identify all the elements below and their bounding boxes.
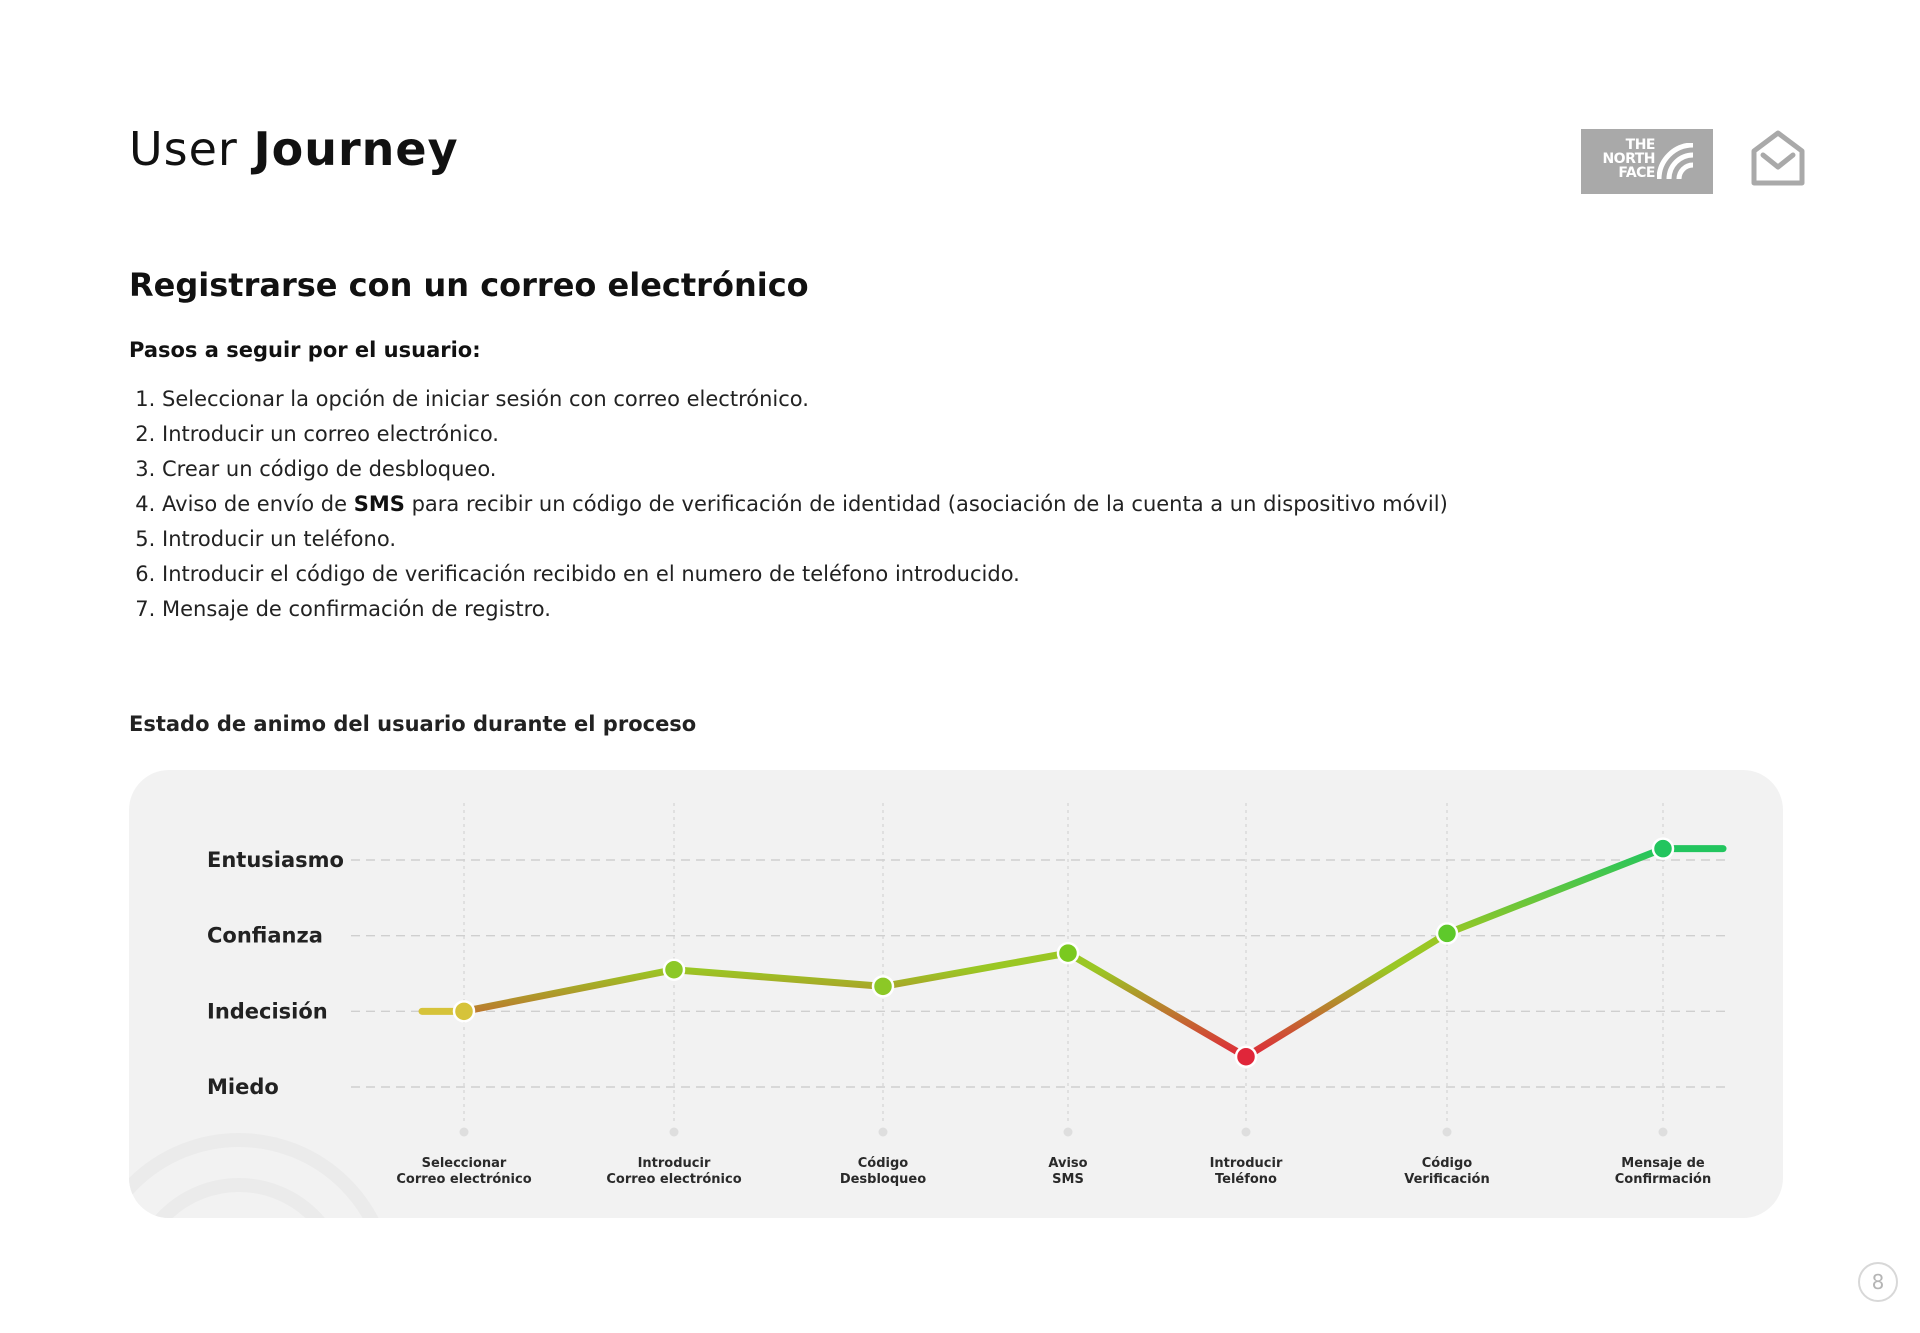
x-tick-dot bbox=[1242, 1128, 1251, 1137]
page-title bbox=[129, 122, 459, 176]
x-tick-label: Código Verificación bbox=[1404, 1156, 1490, 1187]
sms-emphasis: SMS bbox=[353, 492, 405, 516]
y-level-label: Confianza bbox=[207, 923, 323, 948]
envelope-logo bbox=[1750, 129, 1806, 187]
x-tick-label: Introducir Teléfono bbox=[1209, 1156, 1283, 1187]
x-tick-label: Aviso SMS bbox=[1048, 1156, 1088, 1187]
series-segment bbox=[883, 953, 1068, 986]
x-tick-dot bbox=[670, 1128, 679, 1137]
step-item: 2. Introducir un correo electrónico. bbox=[162, 417, 1448, 452]
series-segment bbox=[464, 970, 674, 1012]
section-title: Registrarse con un correo electrónico bbox=[129, 266, 809, 304]
decor-ring bbox=[134, 1185, 344, 1218]
step-item: 6. Introducir el código de verificación recibido en el numero de teléfono introducido. bbox=[162, 557, 1448, 592]
data-point bbox=[454, 1001, 474, 1021]
data-point bbox=[873, 976, 893, 996]
data-point bbox=[1437, 923, 1457, 943]
y-level-label: Indecisión bbox=[207, 999, 328, 1024]
chart-title: Estado de animo del usuario durante el proceso bbox=[129, 712, 697, 736]
y-level-label: Entusiasmo bbox=[207, 848, 344, 872]
x-tick-label: Introducir Correo electrónico bbox=[606, 1156, 742, 1187]
series-segment bbox=[674, 970, 883, 987]
page-title-regular: User bbox=[129, 122, 254, 176]
mood-line-chart bbox=[129, 770, 1783, 1218]
y-level-label: Miedo bbox=[207, 1075, 279, 1099]
the-north-face-logo-text: THE NORTH FACE bbox=[1602, 137, 1655, 181]
steps-label: Pasos a seguir por el usuario: bbox=[129, 338, 481, 362]
half-dome-icon bbox=[1657, 143, 1695, 179]
step-item: 7. Mensaje de confirmación de registro. bbox=[162, 592, 1448, 627]
mood-chart-card bbox=[129, 770, 1783, 1218]
x-tick-dot bbox=[460, 1128, 469, 1137]
x-tick-label: Seleccionar Correo electrónico bbox=[396, 1156, 532, 1187]
steps-list bbox=[129, 382, 1448, 627]
data-point bbox=[1653, 839, 1673, 859]
data-point bbox=[1058, 943, 1078, 963]
data-point bbox=[664, 960, 684, 980]
series-segment bbox=[1068, 953, 1246, 1057]
step-item: 5. Introducir un teléfono. bbox=[162, 522, 1448, 557]
the-north-face-logo bbox=[1581, 129, 1713, 194]
x-tick-label: Mensaje de Confirmación bbox=[1614, 1156, 1712, 1187]
x-tick-dot bbox=[1064, 1128, 1073, 1137]
page-number: 8 bbox=[1858, 1262, 1898, 1302]
x-tick-dot bbox=[879, 1128, 888, 1137]
x-tick-dot bbox=[1443, 1128, 1452, 1137]
series-segment bbox=[1246, 933, 1447, 1056]
x-tick-label: Código Desbloqueo bbox=[839, 1156, 927, 1187]
x-tick-dot bbox=[1659, 1128, 1668, 1137]
step-item: 4. Aviso de envío de SMS para recibir un código de verificación de identidad (asociación de la cuenta a un dispositivo móvil) bbox=[162, 487, 1448, 522]
series-segment bbox=[1447, 849, 1663, 934]
page-title-bold: Journey bbox=[253, 122, 459, 176]
step-item: 1. Seleccionar la opción de iniciar sesión con correo electrónico. bbox=[162, 382, 1448, 417]
data-point bbox=[1236, 1047, 1256, 1067]
step-item: 3. Crear un código de desbloqueo. bbox=[162, 452, 1448, 487]
